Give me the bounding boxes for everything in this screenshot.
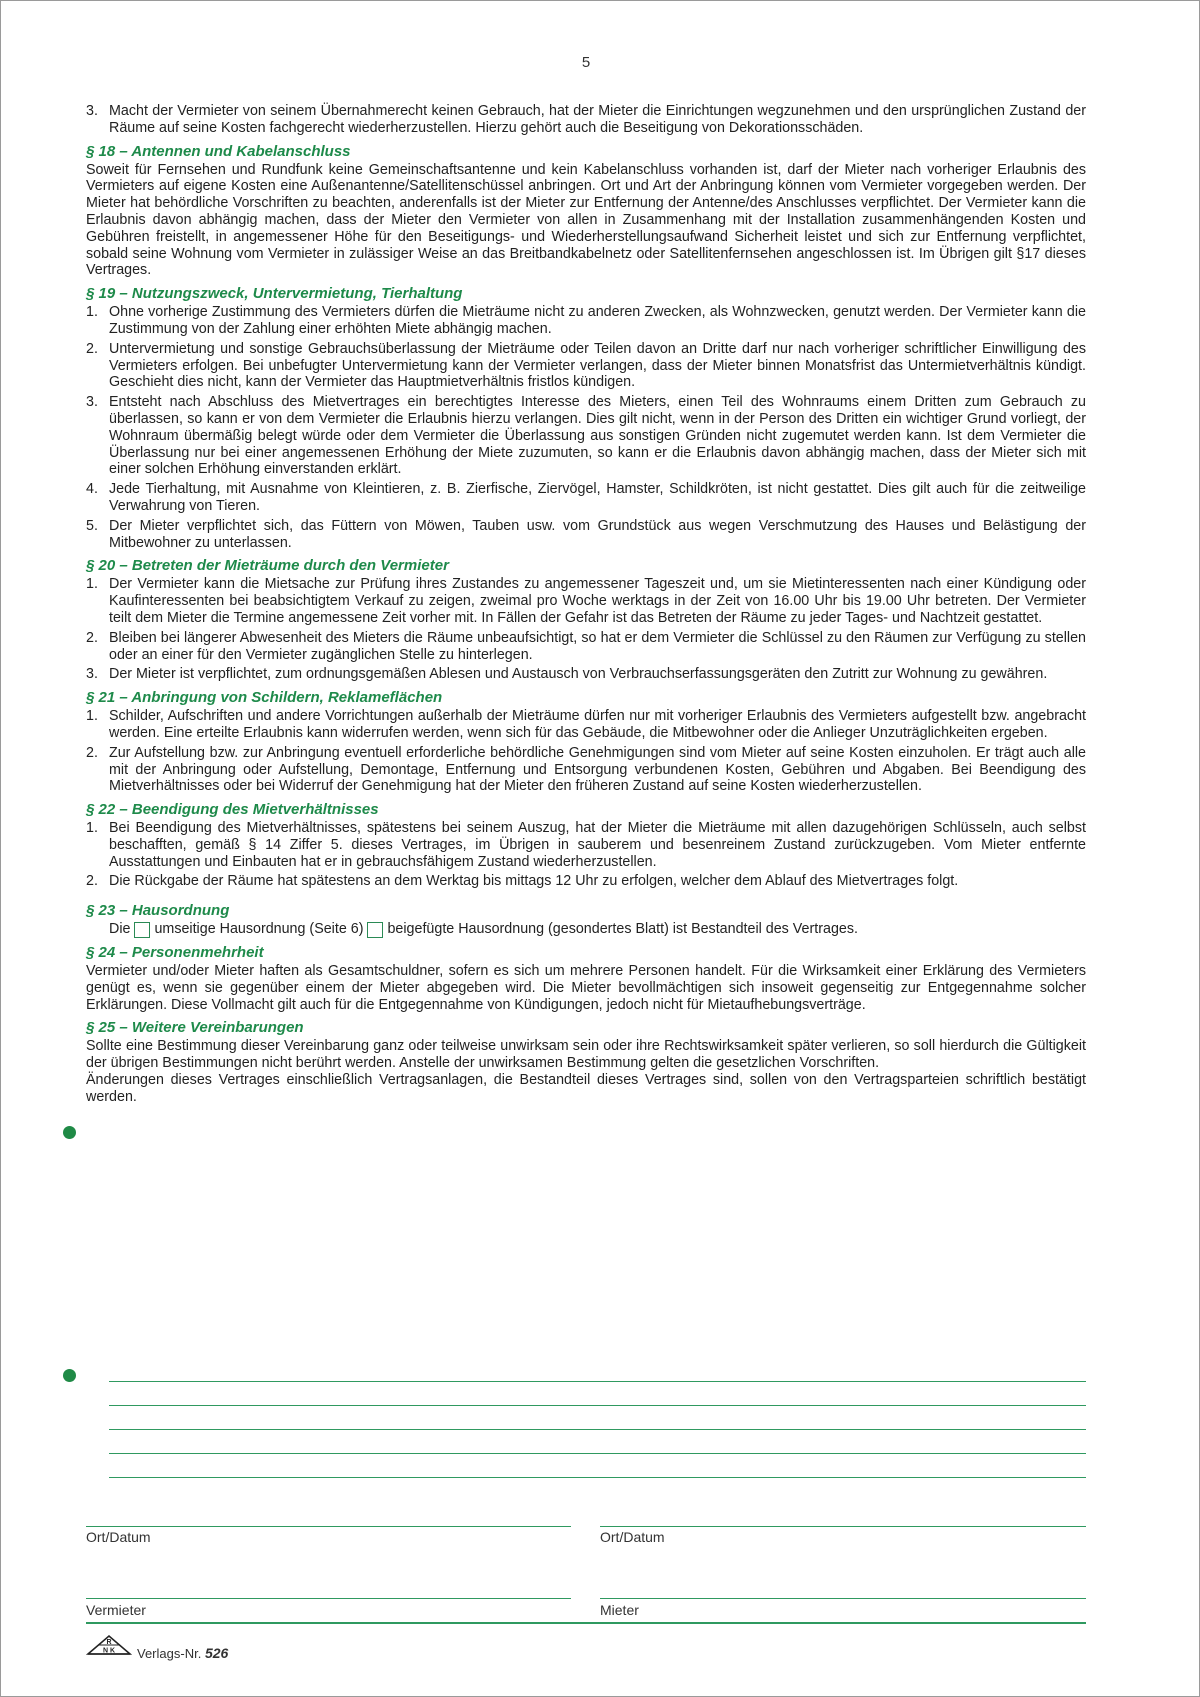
- agreement-write-line[interactable]: [109, 1453, 1086, 1454]
- list-item: [86, 745, 1086, 795]
- footer-rule: [86, 1622, 1086, 1624]
- list-item: [86, 341, 1086, 391]
- place-date-line-tenant[interactable]: [600, 1526, 1086, 1527]
- house-rules-prefix: Die: [109, 921, 131, 938]
- publisher-label: Verlags-Nr.: [137, 1646, 202, 1661]
- list-item: [86, 304, 1086, 338]
- item-number: 1.: [86, 820, 98, 837]
- margin-marker-dot: [63, 1126, 76, 1139]
- item-number: 5.: [86, 517, 98, 534]
- list-item: [86, 518, 1086, 552]
- list-item: [86, 103, 1086, 137]
- section-25-text-1: Sollte eine Bestimmung dieser Vereinbarung ganz oder teilweise unwirksam sein oder ihre Rechtswirksamkeit später verlieren, so soll hierdurch die Gültigkeit der übrigen Bestimmungen nicht berührt werden. Anstelle der unwirksamen Bestimmung gelten die gesetzlichen Vorschriften.: [86, 1038, 1086, 1072]
- list-item: [86, 481, 1086, 515]
- section-25-title: § 25 – Weitere Vereinbarungen: [86, 1019, 304, 1037]
- item-number: 1.: [86, 304, 98, 321]
- place-date-label-left: Ort/Datum: [86, 1529, 151, 1545]
- agreement-write-line[interactable]: [109, 1405, 1086, 1406]
- item-number: 4.: [86, 481, 98, 498]
- item-text: Bleiben bei längerer Abwesenheit des Mieters die Räume unbeaufsichtigt, so hat er dem Vermieter die Schlüssel zu den Räumen zur Verfügung zu stellen oder an einer für den Vermieter zugänglichen Stelle zu hinterlegen.: [109, 629, 1086, 663]
- section-18-text: Soweit für Fernsehen und Rundfunk keine Gemeinschaftsantenne und kein Kabelanschluss vorhanden ist, darf der Mieter nach vorheriger Erlaubnis des Vermieters auf eigene Kosten eine Außenantenne/Satellitenschüssel anbringen. Ort und Art der Anbringung können vom Vermieter vorgegeben werden. Der Mieter hat behördliche Vorschriften zu beachten, anderenfalls ist der Mieter zur Entfernung der Antenne/des Anschlusses verpflichtet. Der Vermieter kann die Erlaubnis davon abhängig machen, dass der Mieter den Vermieter von allen in Zusammenhang mit der Installation zusammenhängenden Kosten und Gebühren freistellt, in angemessener Höhe für den Beseitigungs- und Wiederherstellungsaufwand Sicherheit leistet und sich zur Entfernung verpflichtet, sobald seine Wohnung vom Vermieter in zulässiger Weise an das Breitbandkabelnetz oder Satellitenfernsehen angeschlossen ist. Im Übrigen gilt §17 dieses Vertrages.: [86, 161, 1086, 279]
- item-number: 2.: [86, 873, 98, 890]
- item-text: Der Vermieter kann die Mietsache zur Prüfung ihres Zustandes zu angemessener Tageszeit und, um sie Mietinteressenten nach einer Kündigung oder Kaufinteressenten bei beabsichtigtem Verkauf zu zeigen, zweimal pro Woche werktags in der Zeit von 16.00 Uhr bis 19.00 Uhr betreten. Der Vermieter teilt dem Mieter die Termine angemessene Zeit vorher mit. In Fällen der Gefahr ist das Betreten der Räume zu jeder Tages- und Nachtzeit gestattet.: [109, 576, 1086, 626]
- section-19-title: § 19 – Nutzungszweck, Untervermietung, Tierhaltung: [86, 285, 463, 303]
- item-text: Jede Tierhaltung, mit Ausnahme von Kleintieren, z. B. Zierfische, Ziervögel, Hamster, Schildkröten, ist nicht gestattet. Dies gilt auch für die zeitweilige Verwahrung von Tieren.: [109, 481, 1086, 514]
- section-20-title: § 20 – Betreten der Mieträume durch den Vermieter: [86, 557, 449, 575]
- item-text: Zur Aufstellung bzw. zur Anbringung eventuell erforderliche behördliche Genehmigungen sind vom Mieter auf seine Kosten einzuholen. Er trägt auch alle mit der Anbringung oder Aufstellung, Demontage, Entfernung und Entsorgung verbundenen Kosten, Gebühren und Abgaben. Bei Beendigung des Mietverhältnisses oder bei Widerruf der Genehmigung hat der Mieter den früheren Zustand auf seine Kosten wiederherzustellen.: [109, 744, 1086, 795]
- item-number: 2.: [86, 629, 98, 646]
- item-text: Ohne vorherige Zustimmung des Vermieters dürfen die Mieträume nicht zu anderen Zwecken, als Wohnzwecken, genutzt werden. Der Vermieter kann die Zustimmung von der Zahlung einer erhöhten Miete abhängig machen.: [109, 304, 1086, 337]
- section-21-title: § 21 – Anbringung von Schildern, Reklameflächen: [86, 689, 443, 707]
- list-item: [86, 708, 1086, 742]
- house-rules-choice: [109, 921, 1086, 938]
- section-24-text: Vermieter und/oder Mieter haften als Gesamtschuldner, sofern es sich um mehrere Personen handelt. Für die Wirksamkeit einer Erklärung des Vermieters genügt es, wenn sie gegenüber einem der Mieter abgegeben wird. Die Mieter bevollmächtigen sich insoweit gegenseitig zur Entgegennahme solcher Erklärungen. Diese Vollmacht gilt auch für die Entgegennahme von Kündigungen, jedoch nicht für Mietaufhebungsverträge.: [86, 963, 1086, 1013]
- item-text: Die Rückgabe der Räume hat spätestens an dem Werktag bis mittags 12 Uhr zu erfolgen, welcher dem Ablauf des Mietvertrages folgt.: [109, 873, 959, 890]
- list-item: [86, 576, 1086, 626]
- publisher-number-value: 526: [204, 1645, 229, 1661]
- page-number: 5: [581, 54, 591, 71]
- checkbox-house-rules-attached[interactable]: [367, 922, 383, 938]
- agreement-write-line[interactable]: [109, 1381, 1086, 1382]
- item-text: Der Mieter verpflichtet sich, das Füttern von Möwen, Tauben usw. vom Grundstück aus wegen Verschmutzung des Hauses und Belästigung der Mitbewohner zu unterlassen.: [109, 517, 1086, 551]
- publisher-logo: [86, 1634, 132, 1656]
- item-number: 3.: [86, 394, 98, 411]
- signature-line-landlord[interactable]: [86, 1598, 571, 1599]
- option-house-rules-attached: beigefügte Hausordnung (gesondertes Blatt) ist Bestandteil des Vertrages.: [387, 921, 858, 938]
- contract-content: [86, 103, 1086, 1106]
- item-number: 2.: [86, 340, 98, 357]
- list-item: [86, 666, 1086, 683]
- list-item: [86, 873, 1086, 890]
- item-text: Bei Beendigung des Mietverhältnisses, spätestens bei seinem Auszug, hat der Mieter die Mieträume mit allen dazugehörigen Schlüsseln, auch selbst beschafften, gemäß § 14 Ziffer 5. dieses Vertrages, im Übrigen in sauberem und besenreinem Zustand zurückzugeben. Vom Mieter entfernte Ausstattungen und Einbauten hat er in gebrauchsfähigem Zustand wiederherzustellen.: [109, 820, 1086, 870]
- publisher-number: [137, 1645, 228, 1661]
- section-18-title: § 18 – Antennen und Kabelanschluss: [86, 142, 351, 160]
- section-25-text-2: Änderungen dieses Vertrages einschließlich Vertragsanlagen, die Bestandteil dieses Vertrages sind, sollen von den Vertragsparteien schriftlich bestätigt werden.: [86, 1072, 1086, 1105]
- checkbox-house-rules-reverse[interactable]: [134, 922, 150, 938]
- item-text: Schilder, Aufschriften und andere Vorrichtungen außerhalb der Mieträume dürfen nur mit vorheriger Erlaubnis des Vermieters aufgestellt bzw. angebracht werden. Eine erteilte Erlaubnis kann widerrufen werden, wenn sich für das Gebäude, die Mitbewohner oder die Anlieger Unzuträglichkeiten ergeben.: [109, 708, 1086, 741]
- section-23-title: § 23 – Hausordnung: [86, 902, 230, 920]
- item-number: 1.: [86, 708, 98, 725]
- tenant-label: Mieter: [600, 1602, 639, 1618]
- section-22-title: § 22 – Beendigung des Mietverhältnisses: [86, 801, 379, 819]
- item-text: Untervermietung und sonstige Gebrauchsüberlassung der Mieträume oder Teilen davon an Dritte darf nur nach vorheriger schriftlicher Einwilligung des Vermieters erfolgen. Bei unbefugter Untervermietung kann der Vermieter verlangen, dass der Mieter binnen Monatsfrist das Untermietverhältnis kündigt. Geschieht dies nicht, kann der Vermieter das Hauptmietverhältnis fristlos kündigen.: [109, 340, 1086, 391]
- option-house-rules-reverse: umseitige Hausordnung (Seite 6): [154, 921, 364, 938]
- item-number: 3.: [86, 103, 98, 119]
- item-number: 1.: [86, 576, 98, 593]
- svg-text:N K: N K: [102, 1647, 116, 1655]
- list-item: [86, 630, 1086, 664]
- list-item: [86, 394, 1086, 478]
- item-number: 2.: [86, 744, 98, 761]
- item-number: 3.: [86, 666, 98, 683]
- place-date-label-right: Ort/Datum: [600, 1529, 665, 1545]
- section-24-title: § 24 – Personenmehrheit: [86, 944, 264, 962]
- signature-line-tenant[interactable]: [600, 1598, 1086, 1599]
- item-text: Macht der Vermieter von seinem Übernahmerecht keinen Gebrauch, hat der Mieter die Einrichtungen wegzunehmen und den ursprünglichen Zustand der Räume auf seine Kosten fachgerecht wiederherzustellen. Hierzu gehört auch die Beseitigung von Dekorationsschäden.: [109, 103, 1086, 136]
- landlord-label: Vermieter: [86, 1602, 146, 1618]
- svg-text:R: R: [106, 1639, 112, 1646]
- item-text: Entsteht nach Abschluss des Mietvertrages ein berechtigtes Interesse des Mieters, einen Teil des Wohnraums einem Dritten zum Gebrauch zu überlassen, so kann er von dem Vermieter die Erlaubnis hierzu verlangen. Dies gilt nicht, wenn in der Person des Dritten ein wichtiger Grund vorliegt, der Wohnraum übermäßig belegt würde oder dem Vermieter die Überlassung aus sonstigen Gründen nicht zugemutet werden kann. Ist dem Vermieter die Überlassung nur bei einer angemessenen Erhöhung der Miete zuzumuten, so kann er die Erlaubnis davon abhängig machen, dass der Mieter sich mit einer solchen Erhöhung einverstanden erklärt.: [109, 394, 1086, 478]
- agreement-write-line[interactable]: [109, 1429, 1086, 1430]
- agreement-write-line[interactable]: [109, 1477, 1086, 1478]
- list-item: [86, 820, 1086, 870]
- place-date-line-landlord[interactable]: [86, 1526, 571, 1527]
- margin-marker-dot: [63, 1369, 76, 1382]
- item-text: Der Mieter ist verpflichtet, zum ordnungsgemäßen Ablesen und Austausch von Verbrauchserfassungsgeräten den Zutritt zur Wohnung zu gewähren.: [109, 666, 1048, 683]
